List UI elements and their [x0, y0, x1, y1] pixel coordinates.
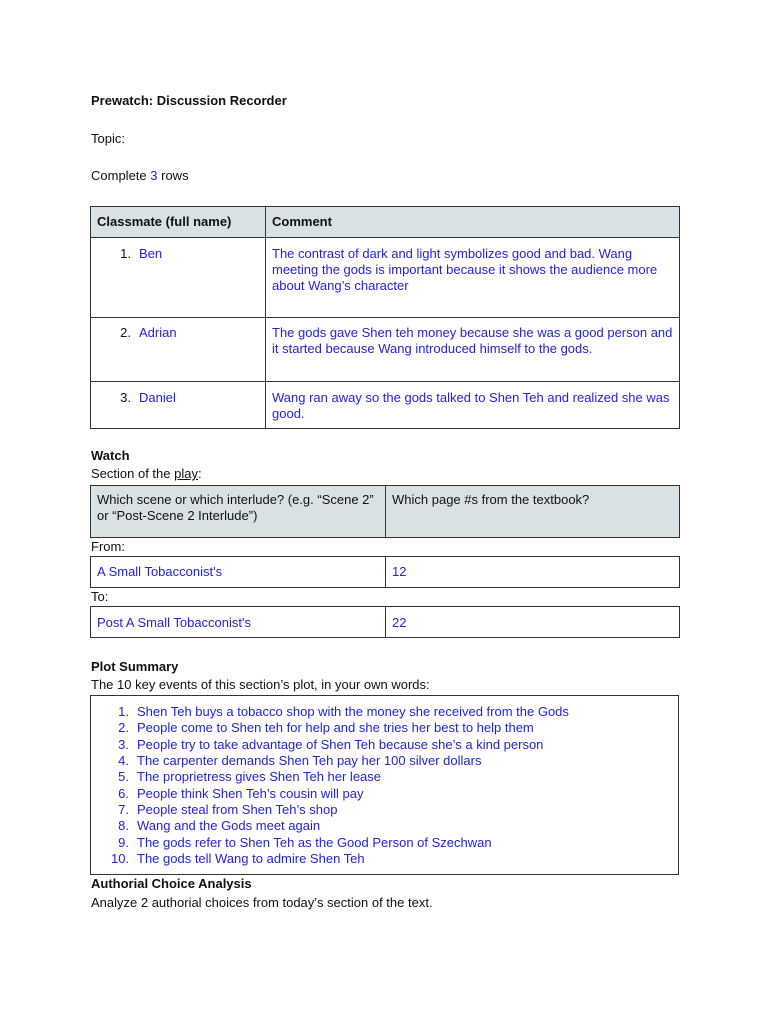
complete-prefix: Complete [91, 168, 147, 183]
event-number: 6. [118, 785, 129, 801]
event-number: 10. [111, 851, 130, 867]
comment-cell[interactable]: The contrast of dark and light symbolizes good and bad. Wang meeting the gods is important because it shows the audience more about Wang’s character [266, 238, 680, 318]
event-text: Shen Teh buys a tobacco shop with the money she received from the Gods [137, 704, 569, 719]
event-text: The carpenter demands Shen Teh pay her 100 silver dollars [137, 753, 482, 769]
plot-summary-heading: Plot Summary [91, 659, 179, 674]
event-number: 1. [118, 704, 129, 719]
classmate-cell[interactable] [91, 382, 266, 429]
to-label: To: [91, 589, 109, 604]
comment-cell[interactable]: Wang ran away so the gods talked to Shen Teh and realized she was good. [266, 382, 680, 429]
event-number: 3. [118, 736, 129, 752]
from-table [90, 556, 680, 588]
watch-header-table [90, 485, 680, 538]
event-number: 8. [118, 818, 129, 834]
list-item [111, 737, 678, 753]
event-text: People steal from Shen Teh’s shop [137, 802, 338, 818]
pages-header: Which page #s from the textbook? [386, 486, 680, 538]
event-text: The proprietress gives Shen Teh her lease [137, 769, 382, 785]
list-item [111, 802, 678, 818]
comment-cell[interactable]: The gods gave Shen teh money because she was a good person and it started because Wang introduced himself to the gods. [266, 318, 680, 382]
complete-number: 3 [150, 168, 158, 183]
from-label: From: [91, 539, 125, 554]
list-item [111, 704, 678, 720]
event-number: 9. [118, 834, 129, 850]
event-text: Wang and the Gods meet again [137, 818, 321, 834]
table-row [91, 382, 680, 429]
complete-instruction [91, 168, 189, 183]
plot-events-list [91, 696, 678, 867]
page-title: Prewatch: Discussion Recorder [91, 93, 287, 108]
section-suffix: : [197, 466, 202, 481]
comment-header: Comment [266, 207, 680, 238]
event-text: People think Shen Teh’s cousin will pay [137, 785, 364, 801]
plot-events-box[interactable] [90, 695, 679, 875]
play-link[interactable]: play [174, 466, 198, 481]
list-item [111, 818, 678, 834]
list-item [111, 851, 678, 867]
to-page-cell[interactable]: 22 [386, 607, 680, 638]
section-prefix: Section of the [91, 466, 171, 481]
event-text: People try to take advantage of Shen Teh because she’s a kind person [137, 736, 544, 752]
to-table [90, 606, 680, 638]
classmate-cell[interactable] [91, 238, 266, 318]
scene-header: Which scene or which interlude? (e.g. “Scene 2” or “Post-Scene 2 Interlude”) [91, 486, 386, 538]
section-of-play-label [91, 466, 202, 481]
discussion-header-row [91, 207, 680, 238]
classmate-name: Ben [139, 246, 163, 261]
event-number: 2. [118, 720, 129, 736]
event-number: 7. [118, 802, 129, 818]
topic-label: Topic: [91, 131, 125, 146]
complete-suffix: rows [161, 168, 189, 183]
table-row [91, 318, 680, 382]
row-number: 1. [120, 246, 131, 261]
list-item [111, 720, 678, 736]
watch-heading: Watch [91, 448, 130, 463]
classmate-name: Daniel [139, 390, 176, 405]
list-item [111, 835, 678, 851]
classmate-cell[interactable] [91, 318, 266, 382]
classmate-header: Classmate (full name) [91, 207, 266, 238]
authorial-subtitle: Analyze 2 authorial choices from today’s section of the text. [91, 895, 433, 910]
plot-summary-subtitle: The 10 key events of this section’s plot, in your own words: [91, 677, 430, 692]
from-page-cell[interactable]: 12 [386, 557, 680, 588]
classmate-name: Adrian [139, 325, 177, 340]
row-number: 2. [120, 325, 131, 340]
event-number: 5. [118, 769, 129, 785]
from-scene-cell[interactable]: A Small Tobacconist's [91, 557, 386, 588]
list-item [111, 753, 678, 769]
event-number: 4. [118, 753, 129, 769]
discussion-table [90, 206, 680, 429]
event-text: The gods refer to Shen Teh as the Good Person of Szechwan [137, 834, 492, 850]
list-item [111, 769, 678, 785]
to-scene-cell[interactable]: Post A Small Tobacconist's [91, 607, 386, 638]
event-text: People come to Shen teh for help and she tries her best to help them [137, 720, 534, 736]
list-item [111, 786, 678, 802]
event-text: The gods tell Wang to admire Shen Teh [137, 851, 365, 867]
table-row [91, 238, 680, 318]
row-number: 3. [120, 390, 131, 405]
authorial-heading: Authorial Choice Analysis [91, 876, 252, 891]
